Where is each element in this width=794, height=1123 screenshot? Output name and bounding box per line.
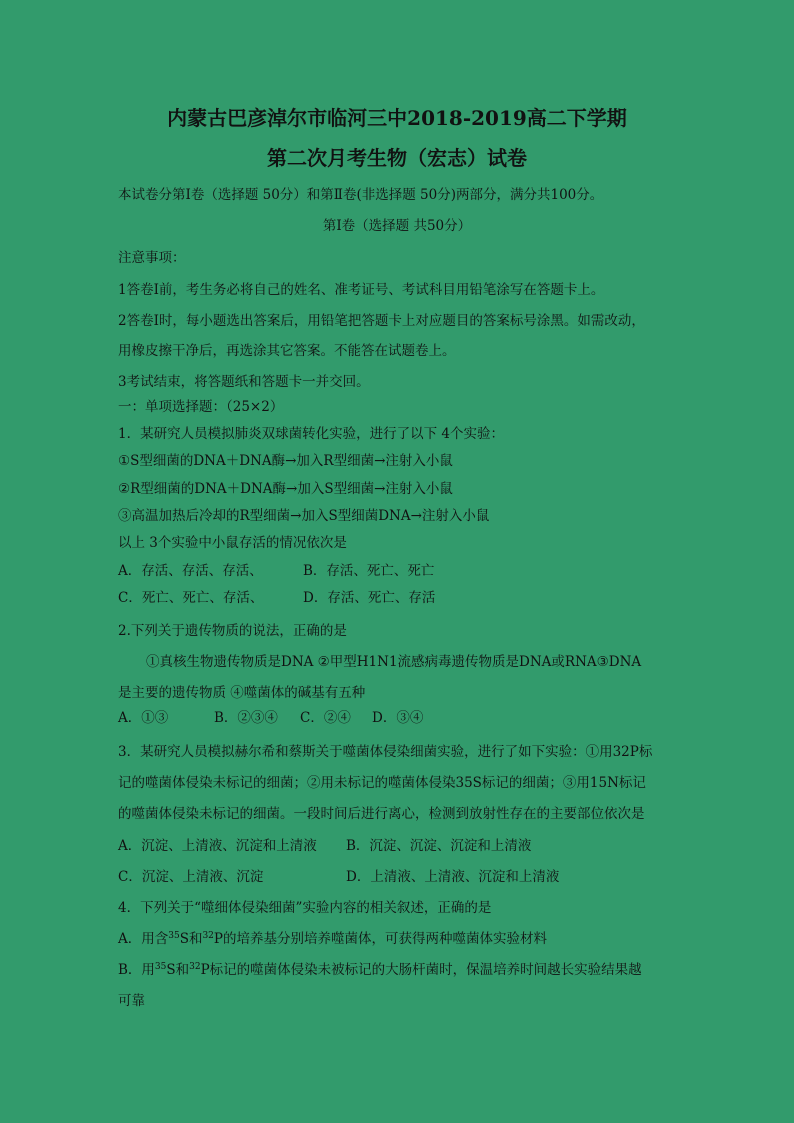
- q1-question: 以上 3个实验中小鼠存活的情况依次是: [118, 535, 347, 551]
- q1-option-a: A．存活、存活、存活、: [118, 563, 263, 579]
- q1-option-c: C．死亡、死亡、存活、: [118, 590, 264, 606]
- part1-heading: 第Ⅰ卷（选择题 共50分）: [322, 218, 472, 234]
- intro-text: 本试卷分第Ⅰ卷（选择题 50分）和第Ⅱ卷(非选择题 50分)两部分，满分共100分。: [118, 187, 604, 203]
- q2-option-a: A．①③: [118, 710, 169, 726]
- q2-statements-line1: ①真核生物遗传物质是DNA ②甲型H1N1流感病毒遗传物质是DNA或RNA③DNA: [146, 654, 642, 670]
- q4-option-a-prefix: A．用含: [118, 931, 169, 947]
- q4-option-a-text: P的培养基分别培养噬菌体，可获得两种噬菌体实验材料: [213, 931, 547, 947]
- q3-stem-line1: 3．某研究人员模拟赫尔希和蔡斯关于噬菌体侵染细菌实验，进行了如下实验：①用32P标: [118, 744, 653, 760]
- q4-option-a: [118, 930, 547, 948]
- q2-statements-line2: 是主要的遗传物质 ④噬菌体的碱基有五种: [118, 685, 366, 701]
- notice-item-3: 3考试结束，将答题纸和答题卡一并交回。: [118, 374, 370, 390]
- q2-option-c: C．②④: [300, 710, 351, 726]
- isotope-35-superscript: 35: [168, 931, 180, 941]
- q4-option-b-prefix: B．用: [118, 962, 155, 978]
- notice-heading: 注意事项：: [118, 250, 186, 266]
- q1-stem: 1．某研究人员模拟肺炎双球菌转化实验，进行了以下 4个实验：: [118, 426, 504, 442]
- q4-option-b-line2: 可靠: [118, 993, 145, 1009]
- q2-option-d: D．③④: [372, 710, 424, 726]
- q3-option-d: D．上清液、上清液、沉淀和上清液: [346, 869, 560, 885]
- q4-option-b-mid: S和: [166, 962, 190, 978]
- q1-experiment-2: ②R型细菌的DNA＋DNA酶→加入S型细菌→注射入小鼠: [118, 481, 453, 497]
- q1-experiment-3: ③高温加热后冷却的R型细菌→加入S型细菌DNA→注射入小鼠: [118, 508, 490, 524]
- q1-option-d: D．存活、死亡、存活: [303, 590, 436, 606]
- q4-stem: 4．下列关于“噬细体侵染细菌”实验内容的相关叙述，正确的是: [118, 900, 492, 916]
- q3-option-a: A．沉淀、上清液、沉淀和上清液: [118, 838, 317, 854]
- exam-title-line1: 内蒙古巴彦淖尔市临河三中2018-2019高二下学期: [167, 106, 627, 130]
- q3-option-b: B．沉淀、沉淀、沉淀和上清液: [346, 838, 532, 854]
- notice-item-1: 1答卷Ⅰ前，考生务必将自己的姓名、准考证号、考试科目用铅笔涂写在答题卡上。: [118, 282, 605, 298]
- isotope-32-superscript: 32: [202, 931, 214, 941]
- q3-stem-line3: 的噬菌体侵染未标记的细菌。一段时间后进行离心，检测到放射性存在的主要部位依次是: [118, 806, 645, 822]
- q3-stem-line2: 记的噬菌体侵染未标记的细菌；②用未标记的噬菌体侵染35S标记的细菌；③用15N标记: [118, 775, 646, 791]
- isotope-35-superscript: 35: [154, 962, 167, 972]
- section-heading: 一：单项选择题：（25×2）: [118, 399, 284, 415]
- q4-option-a-mid: S和: [179, 931, 203, 947]
- notice-item-2-line2: 用橡皮擦干净后，再选涂其它答案。不能答在试题卷上。: [118, 343, 456, 359]
- isotope-32-superscript: 32: [189, 962, 201, 972]
- q1-experiment-1: ①S型细菌的DNA＋DNA酶→加入R型细菌→注射入小鼠: [118, 453, 453, 469]
- q4-option-b-text: P标记的噬菌体侵染未被标记的大肠杆菌时，保温培养时间越长实验结果越: [200, 962, 642, 978]
- q2-option-b: B．②③④: [214, 710, 278, 726]
- q4-option-b: [118, 961, 642, 979]
- notice-item-2-line1: 2答卷Ⅰ时，每小题选出答案后，用铅笔把答题卡上对应题目的答案标号涂黑。如需改动，: [118, 313, 645, 329]
- q3-option-c: C．沉淀、上清液、沉淀: [118, 869, 264, 885]
- exam-title-line2: 第二次月考生物（宏志）试卷: [267, 146, 527, 170]
- q2-stem: 2.下列关于遗传物质的说法，正确的是: [118, 623, 347, 639]
- q1-option-b: B．存活、死亡、死亡: [303, 563, 435, 579]
